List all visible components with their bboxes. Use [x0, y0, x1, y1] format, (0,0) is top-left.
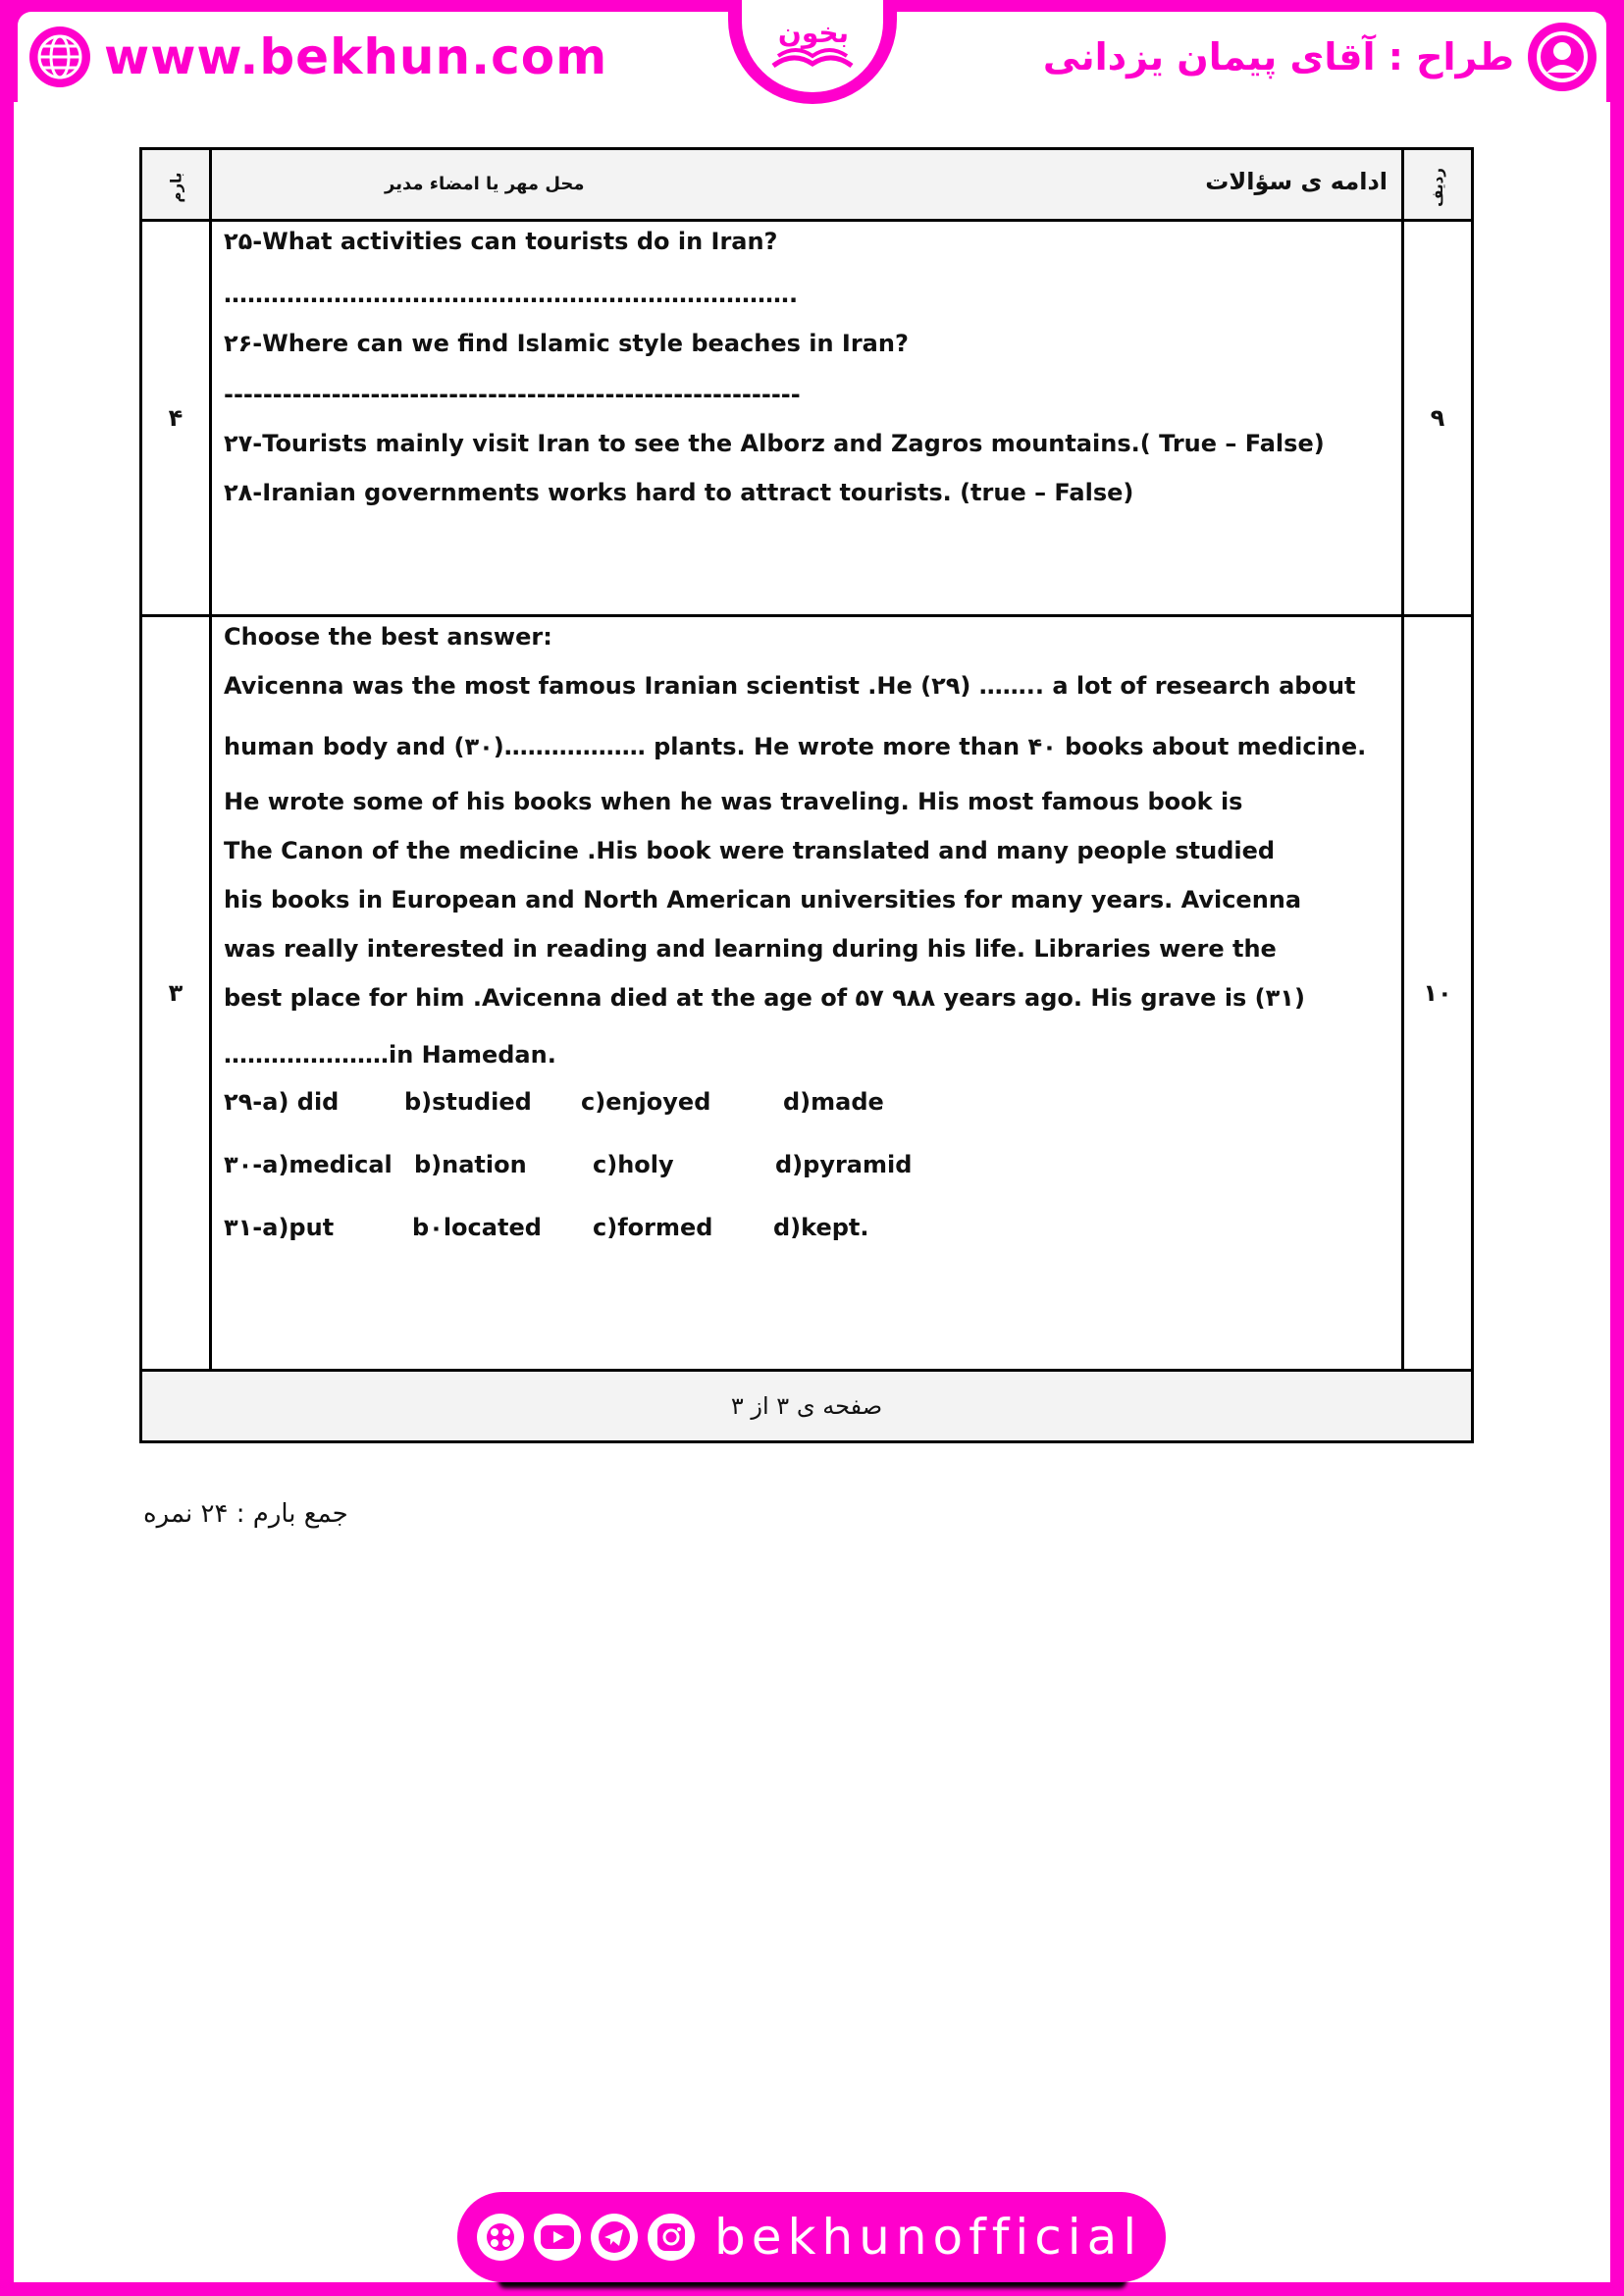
page-footer-row: [141, 1371, 1473, 1442]
instruction: Choose the best answer:: [224, 623, 552, 651]
user-icon: [1528, 23, 1597, 91]
question-28: ۲۸-Iranian governments works hard to attract tourists. (true – False): [224, 479, 1134, 506]
social-handle[interactable]: bekhunofficial: [714, 2209, 1143, 2266]
question-26: ۲۶-Where can we find Islamic style beaches in Iran?: [224, 330, 909, 357]
row-column-header: ردیف: [1403, 149, 1473, 221]
passage-line: his books in European and North American universities for many years. Avicenna: [224, 886, 1302, 913]
option[interactable]: b)nation: [414, 1151, 527, 1178]
passage-line: best place for him .Avicenna died at the age of ۵۷ ۹۸۸ years ago. His grave is (۳۱): [224, 984, 1305, 1012]
row-score: ۳: [141, 616, 211, 1371]
passage-line: human body and (۳۰)……………… plants. He wrote more than ۴۰ books about medicine.: [224, 733, 1367, 760]
option[interactable]: d)pyramid: [775, 1151, 913, 1178]
question-27: ۲۷-Tourists mainly visit Iran to see the Alborz and Zagros mountains.( True – False): [224, 430, 1325, 457]
designer-name: طراح : آقای پیمان یزدانی: [1042, 35, 1514, 78]
seal-label: محل مهر یا امضاء مدیر: [385, 174, 585, 194]
question-25: ۲۵-What activities can tourists do in Iran?: [224, 228, 778, 255]
option[interactable]: d)made: [783, 1088, 884, 1116]
passage-line: Avicenna was the most famous Iranian scientist .He (۲۹) …….. a lot of research about: [224, 672, 1356, 700]
option[interactable]: c)holy: [593, 1151, 674, 1178]
options-30: [224, 1151, 1389, 1178]
passage-line: was really interested in reading and learning during his life. Libraries were the: [224, 935, 1277, 963]
passage-line: …………………in Hamedan.: [224, 1041, 556, 1069]
option[interactable]: c)formed: [593, 1214, 713, 1241]
option[interactable]: ۳۰-a)medical: [224, 1151, 393, 1178]
website-link[interactable]: [29, 18, 607, 96]
aparat-icon[interactable]: [477, 2214, 524, 2261]
passage-line: He wrote some of his books when he was traveling. His most famous book is: [224, 788, 1243, 815]
option[interactable]: d)kept.: [773, 1214, 869, 1241]
table-header: [141, 149, 1473, 221]
passage-line: The Canon of the medicine .His book were translated and many people studied: [224, 837, 1276, 864]
question-row-10: [141, 616, 1473, 1371]
question-content: [211, 221, 1403, 616]
logo-text: بخون: [777, 17, 850, 49]
option[interactable]: c)enjoyed: [581, 1088, 711, 1116]
instagram-icon[interactable]: [648, 2214, 695, 2261]
question-row-9: [141, 221, 1473, 616]
score-column-header: بارم: [141, 149, 211, 221]
section-title: ادامه ی سؤالات: [1205, 168, 1388, 195]
options-29: [224, 1088, 1389, 1116]
globe-icon: [29, 26, 90, 87]
designer-credit: [1043, 18, 1597, 96]
question-content: [211, 616, 1403, 1371]
youtube-icon[interactable]: [534, 2214, 581, 2261]
social-banner[interactable]: [457, 2192, 1166, 2282]
answer-line-26[interactable]: -----------------------------------------------------------: [224, 381, 801, 408]
page-number: صفحه ی ۳ از ۳: [141, 1371, 1473, 1442]
answer-line-25[interactable]: ……………………………………………………………….: [224, 281, 799, 308]
options-31: [224, 1214, 1389, 1241]
total-score: جمع بارم : ۲۴ نمره: [143, 1499, 348, 1529]
option[interactable]: b)studied: [404, 1088, 532, 1116]
exam-table: [139, 147, 1474, 1443]
telegram-icon[interactable]: [591, 2214, 638, 2261]
website-url[interactable]: www.bekhun.com: [104, 28, 608, 85]
row-number: ۱۰: [1403, 616, 1473, 1371]
option[interactable]: ۲۹-a) did: [224, 1088, 340, 1116]
book-logo-icon: [759, 7, 866, 85]
option[interactable]: b۰located: [412, 1214, 542, 1241]
row-score: ۴: [141, 221, 211, 616]
header-center: [211, 149, 1403, 221]
option[interactable]: ۳۱-a)put: [224, 1214, 335, 1241]
row-number: ۹: [1403, 221, 1473, 616]
